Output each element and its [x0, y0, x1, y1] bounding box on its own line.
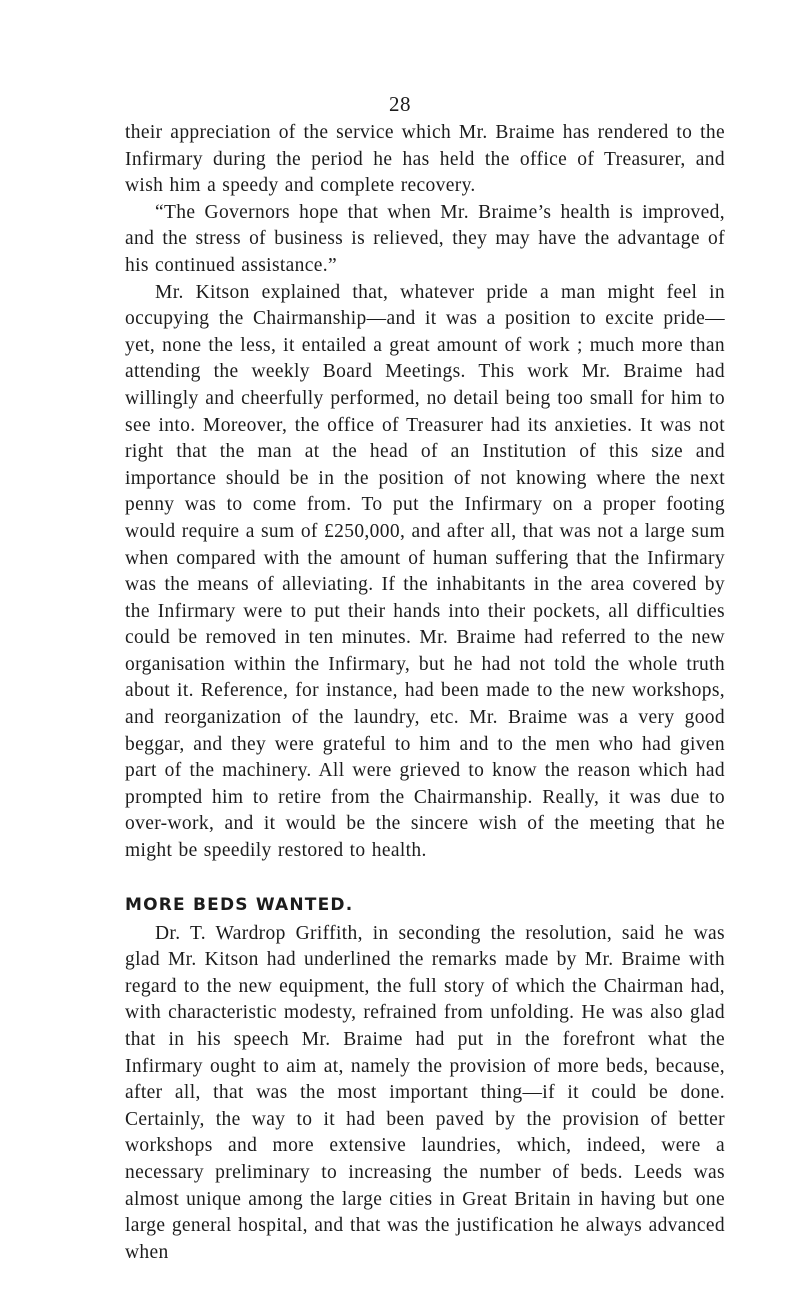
- paragraph-kitson-speech: Mr. Kitson explained that, whatever pride a man might feel in occupying the Chairmanship—and it was a position to excite pride—yet, none the less, it entailed a great amount of work ; much more than attending the weekly Board Meetings. This work Mr. Braime had willingly and cheerfully performed, no detail being too small for him to see into. Moreover, the office of Treasurer had its anxieties. It was not right that the man at the head of an Institution of this size and importance should be in the position of not knowing where the next penny was to come from. To put the Infirmary on a proper footing would require a sum of £250,000, and after all, that was not a large sum when compared with the amount of human suffering that the Infirmary was the means of alleviating. If the inhabitants in the area covered by the Infirmary were to put their hands into their pockets, all difficulties could be removed in ten minutes. Mr. Braime had referred to the new organisation within the Infirmary, but he had not told the whole truth about it. Reference, for instance, had been made to the new workshops, and reorganization of the laundry, etc. Mr. Braime was a very good beggar, and they were grateful to him and to the men who had given part of the machinery. All were grieved to know the reason which had prompted him to retire from the Chairmanship. Really, it was due to over-work, and it would be the sincere wish of the meeting that he might be speedily restored to health.: [125, 281, 725, 862]
- paragraph-governors-quote: “The Governors hope that when Mr. Braime’s health is improved, and the stress of business is relieved, they may have the advantage of his continued assistance.”: [125, 201, 725, 276]
- body-text: [125, 120, 725, 1266]
- paragraph-griffith-speech: Dr. T. Wardrop Griffith, in seconding the resolution, said he was glad Mr. Kitson had underlined the remarks made by Mr. Braime with regard to the new equipment, the full story of which the Chairman had, with characteristic modesty, refrained from unfolding. He was also glad that in his speech Mr. Braime had put in the forefront what the Infirmary ought to aim at, namely the provision of more beds, because, after all, that was the most important thing—if it could be done. Certainly, the way to it had been paved by the provision of better workshops and more extensive laundries, which, indeed, were a necessary preliminary to increasing the number of beds. Leeds was almost unique among the large cities in Great Britain in having but one large general hospital, and that was the justification he always advanced when: [125, 922, 725, 1263]
- page-number: 28: [389, 92, 411, 116]
- paragraph-continuation: their appreciation of the service which Mr. Braime has rendered to the Infirmary during the period he has held the office of Treasurer, and wish him a speedy and complete recovery.: [125, 122, 725, 197]
- section-heading: MORE BEDS WANTED.: [125, 894, 354, 915]
